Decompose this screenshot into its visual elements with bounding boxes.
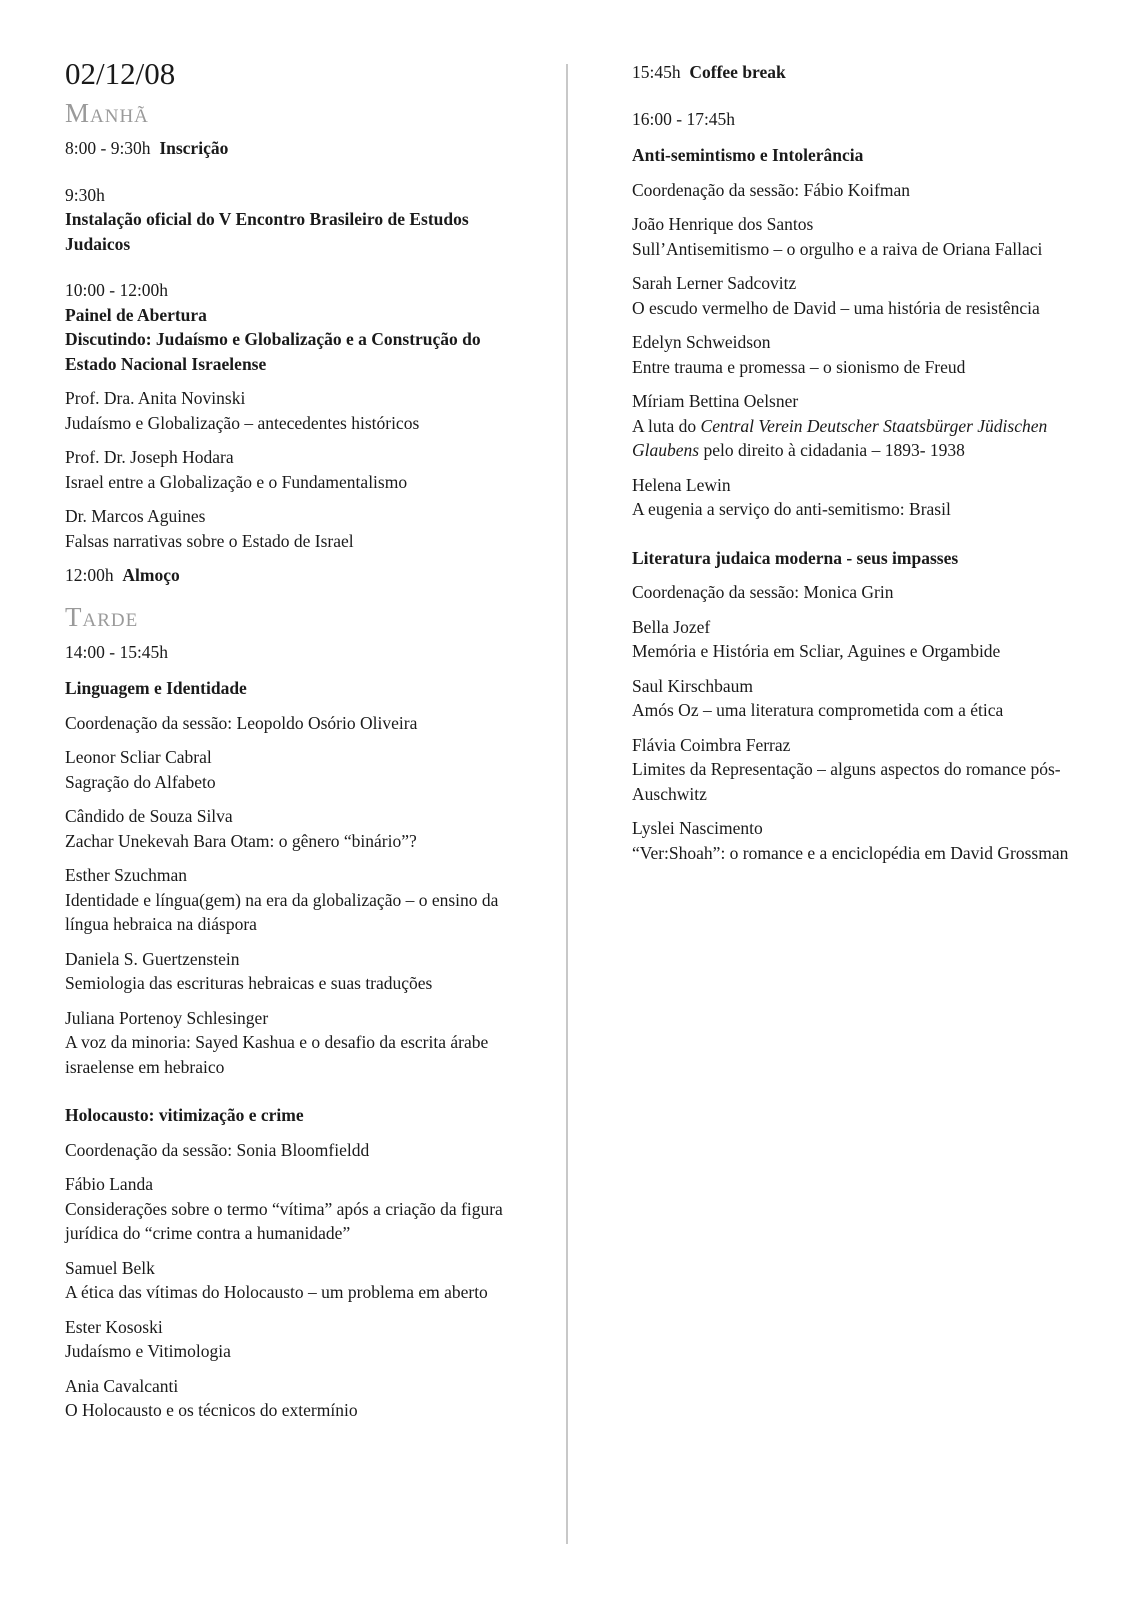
morning-heading: Manhã xyxy=(65,98,149,128)
talk-title: Judaísmo e Vitimologia xyxy=(65,1341,231,1361)
talk-title: O escudo vermelho de David – uma história de resistência xyxy=(632,297,1040,318)
talk xyxy=(632,389,1072,463)
talk xyxy=(632,212,1072,261)
session-title: Literatura judaica moderna - seus impasses xyxy=(632,547,959,568)
talk-speaker: Ania Cavalcanti xyxy=(65,1375,179,1396)
session-title: Linguagem e Identidade xyxy=(65,678,247,698)
talk-speaker: Lyslei Nascimento xyxy=(632,818,763,838)
talk-speaker: Helena Lewin xyxy=(632,474,731,495)
talk xyxy=(65,804,520,853)
session-coordination: Coordenação da sessão: Fábio Koifman xyxy=(632,179,910,200)
talk-speaker: Ester Kososki xyxy=(65,1316,163,1337)
talk xyxy=(632,674,1072,723)
session-coordination: Coordenação da sessão: Leopoldo Osório Oliveira xyxy=(65,712,418,733)
talk xyxy=(632,615,1072,664)
talk-speaker: Prof. Dr. Joseph Hodara xyxy=(65,447,234,467)
left-column xyxy=(65,56,520,1433)
talk-speaker: Saul Kirschbaum xyxy=(632,675,754,696)
talk-title-italic: Central Verein Deutscher Staatsbürger Jüdischen Glaubens xyxy=(632,415,1048,460)
talk-speaker: Flávia Coimbra Ferraz xyxy=(632,734,791,755)
coffee-title: Coffee break xyxy=(689,62,786,82)
talk-speaker: Edelyn Schweidson xyxy=(632,332,771,352)
talk-title: Memória e História em Scliar, Aguines e Orgambide xyxy=(632,641,1001,661)
talk xyxy=(632,330,1072,379)
talk-title: Semiologia das escrituras hebraicas e suas traduções xyxy=(65,973,433,993)
talk-title: “Ver:Shoah”: o romance e a enciclopédia em David Grossman xyxy=(632,842,1069,863)
talk-title: A voz da minoria: Sayed Kashua e o desafio da escrita árabe israelense em hebraico xyxy=(65,1032,489,1077)
talk xyxy=(65,504,520,553)
talk-title: Sull’Antisemitismo – o orgulho e a raiva de Oriana Fallaci xyxy=(632,238,1043,259)
talk-title-prefix: A luta do xyxy=(632,415,701,436)
talk xyxy=(632,271,1072,320)
coffee-time: 15:45h xyxy=(632,62,681,82)
talk-speaker: Esther Szuchman xyxy=(65,865,187,885)
talk xyxy=(65,445,520,494)
talk-speaker: Prof. Dra. Anita Novinski xyxy=(65,388,246,408)
panel-subtitle: Discutindo: Judaísmo e Globalização e a Construção do Estado Nacional Israelense xyxy=(65,329,481,374)
talk xyxy=(65,1256,520,1305)
talk-speaker: Bella Jozef xyxy=(632,616,711,637)
talk-speaker: Leonor Scliar Cabral xyxy=(65,747,212,767)
talk-title: Falsas narrativas sobre o Estado de Israel xyxy=(65,530,354,551)
talk xyxy=(65,1374,520,1423)
registration-title: Inscrição xyxy=(159,138,229,158)
talk xyxy=(65,863,520,937)
session-coordination: Coordenação da sessão: Sonia Bloomfieldd xyxy=(65,1139,370,1160)
afternoon-time: 14:00 - 15:45h xyxy=(65,641,169,662)
talk xyxy=(65,745,520,794)
session-title: Anti-semintismo e Intolerância xyxy=(632,145,864,165)
talk-title xyxy=(632,414,1072,463)
talk xyxy=(632,733,1072,807)
talk xyxy=(632,816,1072,865)
talk-speaker: Juliana Portenoy Schlesinger xyxy=(65,1007,269,1028)
right-column xyxy=(632,60,1072,875)
coffee-item xyxy=(632,60,1072,85)
talk-speaker: Sarah Lerner Sadcovitz xyxy=(632,273,797,293)
talk-speaker: Míriam Bettina Oelsner xyxy=(632,391,799,411)
talk-title: A ética das vítimas do Holocausto – um problema em aberto xyxy=(65,1282,488,1302)
talk-speaker: Samuel Belk xyxy=(65,1257,155,1278)
talk-title: Entre trauma e promessa – o sionismo de Freud xyxy=(632,356,966,377)
lunch-title: Almoço xyxy=(122,565,180,585)
talk-title: O Holocausto e os técnicos do extermínio xyxy=(65,1400,358,1420)
talk xyxy=(65,1006,520,1080)
opening-item xyxy=(65,183,520,257)
talk-title: A eugenia a serviço do anti-semitismo: Brasil xyxy=(632,499,951,519)
talk-speaker: Fábio Landa xyxy=(65,1174,153,1194)
panel-header xyxy=(65,278,520,376)
talk-title: Identidade e língua(gem) na era da globalização – o ensino da língua hebraica na diáspora xyxy=(65,889,499,934)
panel-time: 10:00 - 12:00h xyxy=(65,280,169,300)
session-title: Holocausto: vitimização e crime xyxy=(65,1105,304,1125)
lunch-item xyxy=(65,563,520,588)
talk-title-suffix: pelo direito à cidadania – 1893- 1938 xyxy=(699,440,965,460)
talk-title: Sagração do Alfabeto xyxy=(65,771,216,792)
panel-title: Painel de Abertura xyxy=(65,304,207,325)
talk xyxy=(65,386,520,435)
talk xyxy=(65,1172,520,1246)
talk-speaker: Dr. Marcos Aguines xyxy=(65,506,206,526)
talk-title: Israel entre a Globalização e o Fundamentalismo xyxy=(65,471,408,492)
talk-speaker: Cândido de Souza Silva xyxy=(65,806,233,826)
talk-title: Amós Oz – uma literatura comprometida com a ética xyxy=(632,700,1004,720)
lunch-time: 12:00h xyxy=(65,565,114,585)
afternoon-heading: Tarde xyxy=(65,601,139,632)
program-date: 02/12/08 xyxy=(65,56,176,91)
opening-title: Instalação oficial do V Encontro Brasileiro de Estudos Judaicos xyxy=(65,209,469,254)
talk-title: Limites da Representação – alguns aspectos do romance pós-Auschwitz xyxy=(632,759,1061,804)
session-coordination: Coordenação da sessão: Monica Grin xyxy=(632,582,894,602)
talk xyxy=(632,473,1072,522)
registration-item xyxy=(65,136,520,161)
talk-speaker: João Henrique dos Santos xyxy=(632,214,814,234)
afternoon-time-2: 16:00 - 17:45h xyxy=(632,108,736,129)
talk-title: Considerações sobre o termo “vítima” após a criação da figura jurídica do “crime contra a humanidade” xyxy=(65,1198,503,1243)
opening-time: 9:30h xyxy=(65,184,105,205)
talk xyxy=(65,947,520,996)
talk-speaker: Daniela S. Guertzenstein xyxy=(65,948,240,969)
registration-time: 8:00 - 9:30h xyxy=(65,138,151,158)
talk xyxy=(65,1315,520,1364)
talk-title: Zachar Unekevah Bara Otam: o gênero “binário”? xyxy=(65,830,417,851)
column-divider xyxy=(566,64,568,1544)
talk-title: Judaísmo e Globalização – antecedentes históricos xyxy=(65,412,420,433)
